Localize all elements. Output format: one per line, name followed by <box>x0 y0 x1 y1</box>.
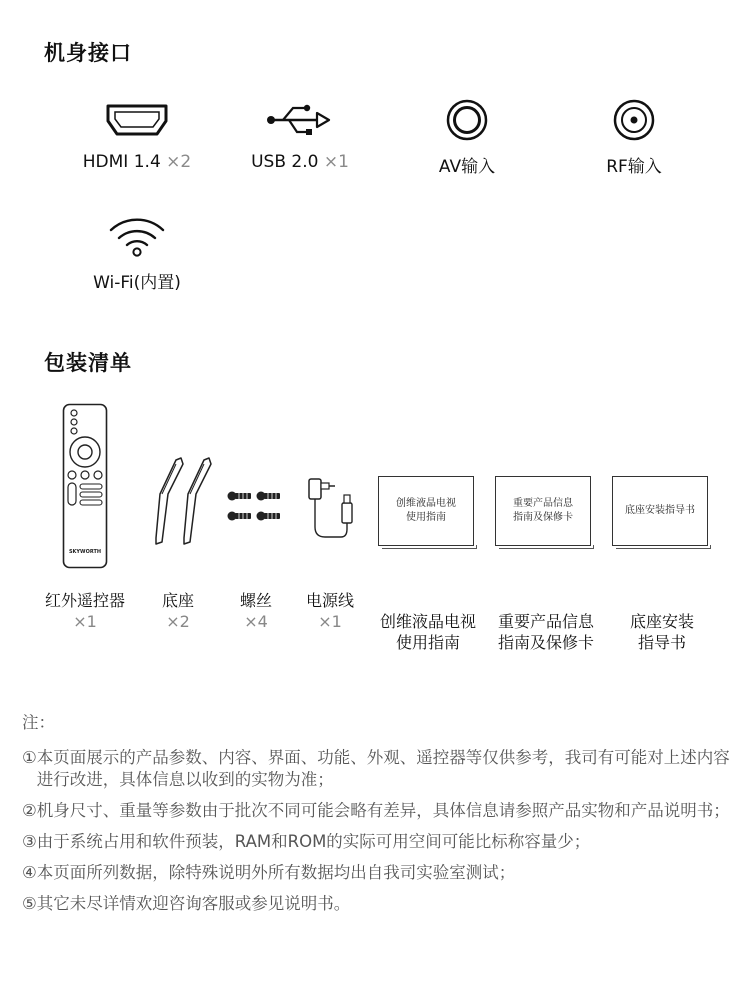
package-item-stand-guide <box>604 590 720 674</box>
port-multiplier: ×2 <box>166 152 192 172</box>
port-wifi <box>52 212 222 293</box>
port-label: Wi-Fi(内置) <box>93 273 181 293</box>
package-item-qty: ×4 <box>244 612 268 631</box>
note-text: 由于系统占用和软件预装，RAM和ROM的实际可用空间可能比标称容量少； <box>36 832 591 851</box>
note-text: 其它未尽详情欢迎咨询客服或参见说明书。 <box>36 894 351 913</box>
booklet-cover-text: 底座安装指导书 <box>625 505 695 516</box>
port-usb <box>215 96 385 172</box>
package-item-remote <box>30 590 140 632</box>
hdmi-port-icon <box>52 96 222 144</box>
note-text: 本页面所列数据，除特殊说明外所有数据均出自我司实验室测试； <box>36 863 516 882</box>
note-item <box>22 893 737 915</box>
note-number: ② <box>22 801 37 820</box>
package-item-user-guide <box>370 590 486 674</box>
port-av <box>382 96 552 177</box>
remote-brand-text: SKYWORTH <box>68 549 102 555</box>
note-item <box>22 831 737 853</box>
package-item-name: 电源线 <box>305 591 354 610</box>
remote-control-icon <box>60 402 110 570</box>
booklet-icon <box>378 476 474 546</box>
note-text: 机身尺寸、重量等参数由于批次不同可能会略有差异，具体信息请参照产品实物和产品说明书； <box>36 801 730 820</box>
note-item <box>22 747 737 791</box>
note-text: 本页面展示的产品参数、内容、界面、功能、外观、遥控器等仅供参考，我司有可能对上述内容进行改进，具体信息以收到的实物为准； <box>36 748 730 789</box>
port-hdmi <box>52 96 222 172</box>
wifi-icon <box>52 212 222 260</box>
note-number: ① <box>22 748 37 767</box>
note-item <box>22 800 737 822</box>
port-label: RF输入 <box>606 157 662 177</box>
note-number: ③ <box>22 832 37 851</box>
booklet-icon <box>495 476 591 546</box>
package-item-power-cord <box>290 590 370 632</box>
booklet-cover-text: 创维液晶电视 使用指南 <box>396 498 456 523</box>
package-item-warranty-card <box>488 590 604 674</box>
port-label: USB 2.0 <box>251 152 319 172</box>
usb-icon <box>215 96 385 144</box>
package-item-qty: ×2 <box>166 612 190 631</box>
package-item-name: 红外遥控器 <box>44 591 125 610</box>
package-item-name: 螺丝 <box>239 591 272 610</box>
port-rf <box>549 96 719 177</box>
notes-section <box>22 712 737 924</box>
av-port-icon <box>382 96 552 144</box>
note-number: ④ <box>22 863 37 882</box>
package-item-name: 底座 <box>161 591 194 610</box>
package-item-screws <box>216 590 296 632</box>
note-number: ⑤ <box>22 894 37 913</box>
screw-icon <box>226 484 286 528</box>
package-item-qty: ×1 <box>318 612 342 631</box>
package-item-qty: ×1 <box>73 612 97 631</box>
package-item-stand <box>138 590 218 632</box>
booklet-cover-text: 重要产品信息 指南及保修卡 <box>513 498 573 523</box>
rf-port-icon <box>549 96 719 144</box>
package-item-name: 创维液晶电视 使用指南 <box>379 612 476 652</box>
note-item <box>22 862 737 884</box>
stand-icon <box>148 452 218 552</box>
package-section-title: 包装清单 <box>44 351 132 375</box>
package-item-name: 底座安装 指导书 <box>629 612 694 652</box>
package-item-name: 重要产品信息 指南及保修卡 <box>497 612 594 652</box>
booklet-icon <box>612 476 708 546</box>
port-multiplier: ×1 <box>323 152 349 172</box>
port-label: HDMI 1.4 <box>82 152 161 172</box>
power-cord-icon <box>300 470 356 546</box>
notes-heading: 注： <box>22 713 55 732</box>
ports-section-title: 机身接口 <box>44 41 132 65</box>
port-label: AV输入 <box>438 157 496 177</box>
